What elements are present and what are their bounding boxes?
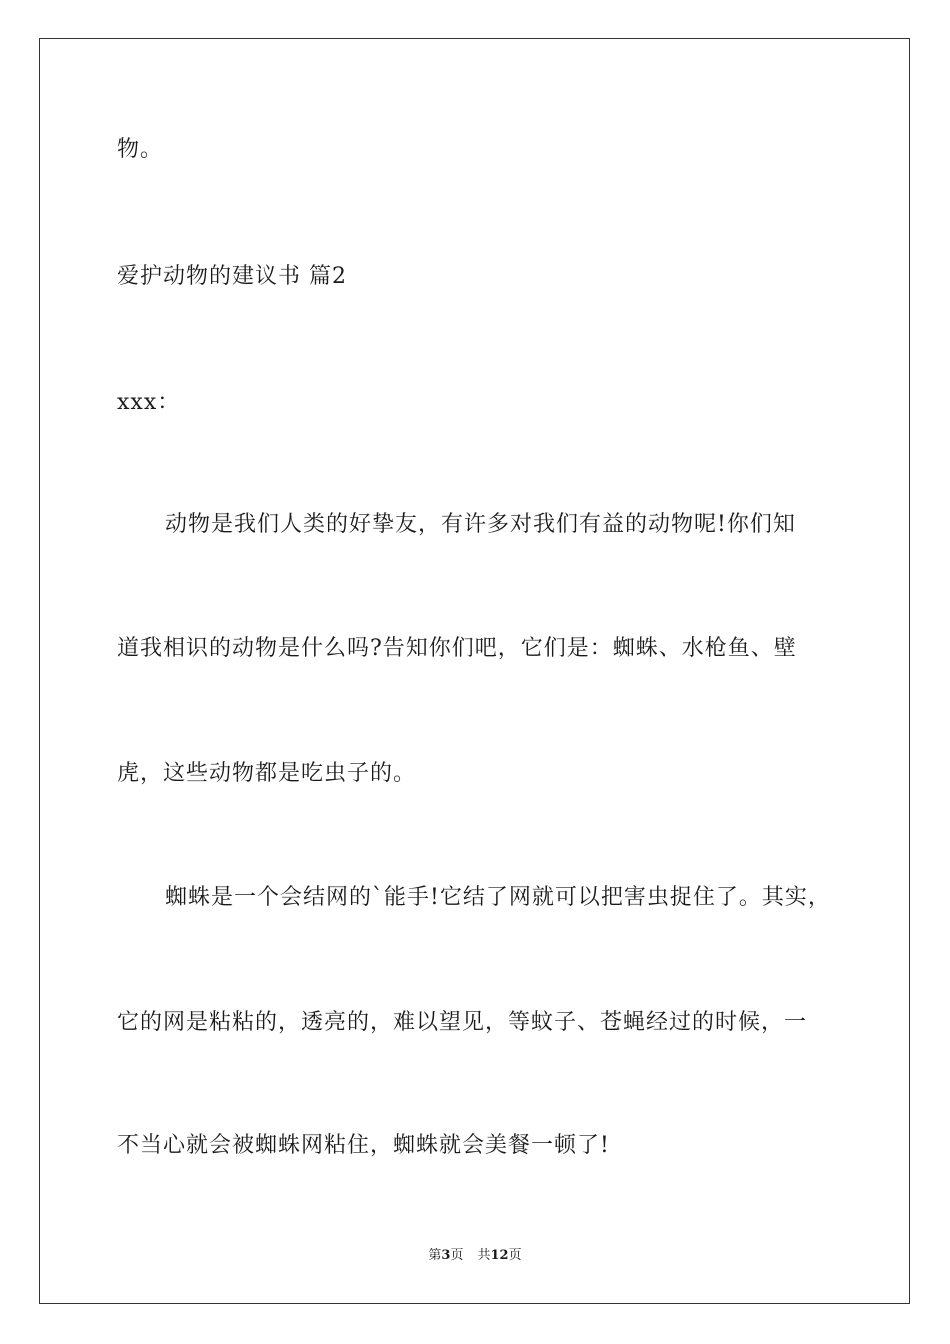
text-line-continuation: 物。 xyxy=(117,137,164,162)
paragraph-1-line-1: 动物是我们人类的好挚友，有许多对我们有益的动物呢!你们知 xyxy=(165,512,796,537)
page-suffix: 页 xyxy=(450,1248,464,1263)
paragraph-1-line-3: 虎，这些动物都是吃虫子的。 xyxy=(117,761,417,786)
total-suffix: 页 xyxy=(508,1248,522,1263)
salutation: xxx： xyxy=(117,390,181,415)
total-prefix: 共 xyxy=(477,1248,491,1263)
page-footer xyxy=(0,1248,950,1264)
section-heading: 爱护动物的建议书 篇2 xyxy=(117,264,347,289)
paragraph-2-line-3: 不当心就会被蜘蛛网粘住，蜘蛛就会美餐一顿了! xyxy=(117,1133,610,1158)
page-prefix: 第 xyxy=(428,1248,442,1263)
paragraph-2-line-2: 它的网是粘粘的，透亮的，难以望见，等蚊子、苍蝇经过的时候，一 xyxy=(117,1010,808,1035)
paragraph-2-line-1: 蜘蛛是一个会结网的`能手!它结了网就可以把害虫捉住了。其实， xyxy=(165,885,831,910)
page-border xyxy=(39,38,910,1304)
page-number: 3 xyxy=(441,1248,451,1263)
paragraph-1-line-2: 道我相识的动物是什么吗?告知你们吧，它们是：蜘蛛、水枪鱼、壁 xyxy=(117,636,797,661)
total-pages: 12 xyxy=(490,1248,509,1263)
